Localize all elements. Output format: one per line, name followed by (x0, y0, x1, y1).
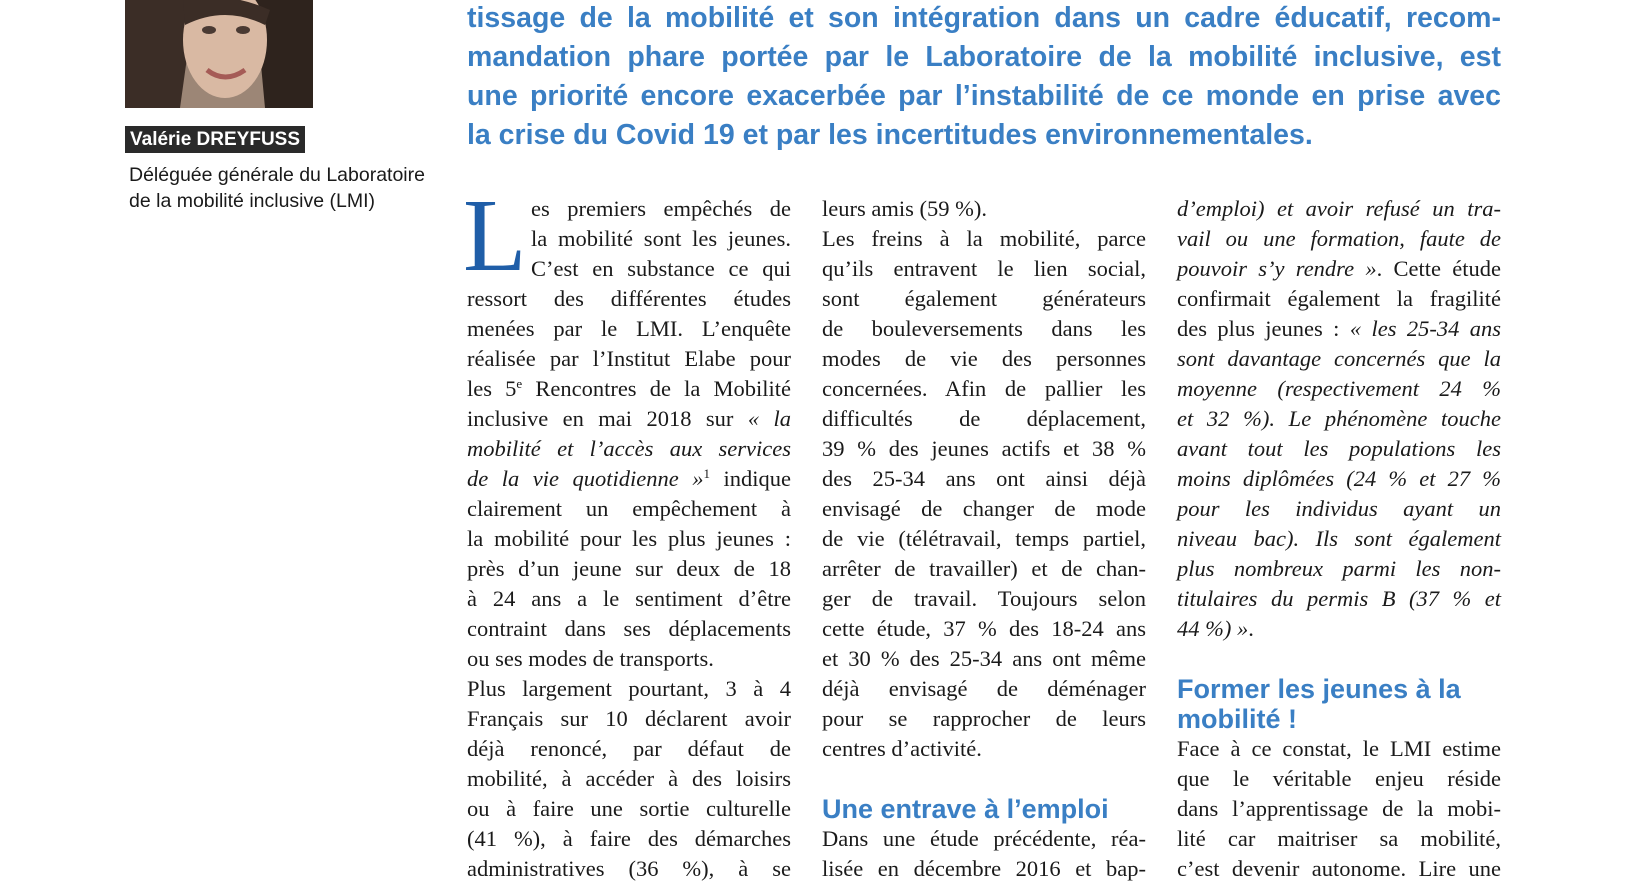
text-line: envisagé de changer de mode (822, 496, 1146, 521)
author-role (129, 162, 449, 214)
text-run-italic: 44 %) » (1177, 616, 1249, 641)
lead-line: mandation phare portée par le Laboratoire de la mobilité inclusive, est (467, 41, 1501, 73)
drop-cap: L (463, 178, 527, 293)
text-line: administratives (36 %), à se (467, 856, 791, 881)
text-run-italic: pouvoir s’y rendre » (1177, 256, 1377, 281)
section-subheading: Former les jeunes à la (1177, 674, 1461, 704)
text-line: lité car maitriser sa mobilité, (1177, 826, 1501, 851)
text-line: dans l’apprentissage de la mobi- (1177, 796, 1501, 821)
portrait-image (125, 0, 313, 108)
text-line: (41 %), à faire des démarches (467, 826, 791, 851)
text-line: moins diplômées (24 % et 27 % (1177, 466, 1501, 491)
text-line: déjà envisagé de déménager (822, 676, 1146, 701)
footnote-ref: 1 (703, 466, 710, 481)
text-run-italic: « les 25-34 ans (1349, 316, 1501, 341)
text-line: Français sur 10 déclarent avoir (467, 706, 791, 731)
text-line: ou ses modes de transports. (467, 646, 714, 671)
text-line: lisée en décembre 2016 et bap- (822, 856, 1146, 881)
text-line: 39 % des jeunes actifs et 38 % (822, 436, 1146, 461)
text-line: qu’ils entravent le lien social, (822, 256, 1146, 281)
text-line (467, 404, 791, 434)
text-line: moyenne (respectivement 24 % (1177, 376, 1501, 401)
body-column-1 (463, 178, 791, 884)
author-photo (125, 0, 313, 108)
text-line: Les freins à la mobilité, parce (822, 226, 1146, 251)
text-line: pour les individus ayant un (1177, 496, 1501, 521)
text-line: es premiers empêchés de (531, 196, 791, 221)
lead-line: une priorité encore exacerbée par l’instabilité de ce monde en prise avec (467, 80, 1501, 112)
text-line: niveau bac). Ils sont également (1177, 526, 1501, 551)
paragraph-spacer (822, 764, 1146, 794)
text-line: arrêter de travailler) et de chan- (822, 556, 1146, 581)
text-run: . Cette étude (1376, 256, 1502, 281)
text-run: indique (709, 466, 791, 491)
body-column-3 (1177, 194, 1501, 884)
author-name: Valérie DREYFUSS (125, 126, 305, 153)
text-line: la mobilité pour les plus jeunes : (467, 526, 791, 551)
text-line (467, 464, 791, 494)
text-line: de bouleversements dans les (822, 316, 1146, 341)
text-line: contraint dans ses déplacements (467, 616, 791, 641)
author-role-line: Déléguée générale du Laboratoire (129, 164, 425, 186)
text-line: mobilité, à accéder à des loisirs (467, 766, 791, 791)
superscript: e (516, 376, 523, 391)
author-role-line: de la mobilité inclusive (LMI) (129, 190, 376, 212)
text-line: mobilité et l’accès aux services (467, 436, 791, 461)
text-line: de vie (télétravail, temps partiel, (822, 526, 1146, 551)
text-line: cette étude, 37 % des 18-24 ans (822, 616, 1146, 641)
text-line: concernées. Afin de pallier les (822, 376, 1146, 401)
section-subheading: Une entrave à l’emploi (822, 794, 1109, 824)
text-line: c’est devenir autonome. Lire une (1177, 856, 1501, 881)
body-column-2 (822, 194, 1146, 884)
text-line: sont également générateurs (822, 286, 1146, 311)
text-line: difficultés de déplacement, (822, 406, 1146, 431)
text-line: pour se rapprocher de leurs (822, 706, 1146, 731)
lead-line: tissage de la mobilité et son intégration dans un cadre éducatif, recom- (467, 2, 1501, 34)
text-line: ou à faire une sortie culturelle (467, 796, 791, 821)
paragraph-spacer (1177, 644, 1501, 674)
text-line: à 24 ans a le sentiment d’être (467, 586, 791, 611)
text-line: la mobilité sont les jeunes. (531, 226, 791, 251)
text-line: et 32 %). Le phénomène touche (1177, 406, 1501, 431)
text-line (1177, 254, 1501, 284)
text-run: Rencontres de la Mobilité (522, 376, 791, 401)
text-line: avant tout les populations les (1177, 436, 1501, 461)
text-line: d’emploi) et avoir refusé un tra- (1177, 196, 1501, 221)
text-line: Face à ce constat, le LMI estime (1177, 736, 1501, 761)
text-line: des 25-34 ans ont ainsi déjà (822, 466, 1146, 491)
text-run-italic: de la vie quotidienne » (467, 466, 704, 491)
lead-line: la crise du Covid 19 et par les incertitudes environnementales. (467, 119, 1313, 151)
text-line: Dans une étude précédente, réa- (822, 826, 1146, 851)
text-line (1177, 614, 1501, 644)
text-line: près d’un jeune sur deux de 18 (467, 556, 791, 581)
section-subheading: mobilité ! (1177, 704, 1297, 734)
text-line: C’est en substance ce qui (531, 256, 791, 281)
text-line: sont davantage concernés que la (1177, 346, 1501, 371)
text-line: menées par le LMI. L’enquête (467, 316, 791, 341)
text-line: confirmait également la fragilité (1177, 286, 1501, 311)
text-line: centres d’activité. (822, 736, 982, 761)
text-line: ressort des différentes études (467, 286, 791, 311)
text-run-italic: « la (747, 406, 791, 431)
text-line: titulaires du permis B (37 % et (1177, 586, 1501, 611)
text-line: que le véritable enjeu réside (1177, 766, 1501, 791)
text-line: modes de vie des personnes (822, 346, 1146, 371)
text-line: vail ou une formation, faute de (1177, 226, 1501, 251)
text-line: clairement un empêchement à (467, 496, 791, 521)
text-line (467, 374, 791, 404)
text-line: leurs amis (59 %). (822, 196, 987, 221)
text-run: des plus jeunes : (1177, 316, 1350, 341)
text-line: plus nombreux parmi les non- (1177, 556, 1501, 581)
text-line: réalisée par l’Institut Elabe pour (467, 346, 791, 371)
text-line: et 30 % des 25-34 ans ont même (822, 646, 1146, 671)
text-line (1177, 314, 1501, 344)
lead-paragraph (467, 0, 1501, 156)
text-run: . (1248, 616, 1254, 641)
text-run: inclusive en mai 2018 sur (467, 406, 748, 431)
text-line: Plus largement pourtant, 3 à 4 (467, 676, 791, 701)
text-run: les 5 (467, 376, 517, 401)
text-line: ger de travail. Toujours selon (822, 586, 1146, 611)
text-line: déjà renoncé, par défaut de (467, 736, 791, 761)
